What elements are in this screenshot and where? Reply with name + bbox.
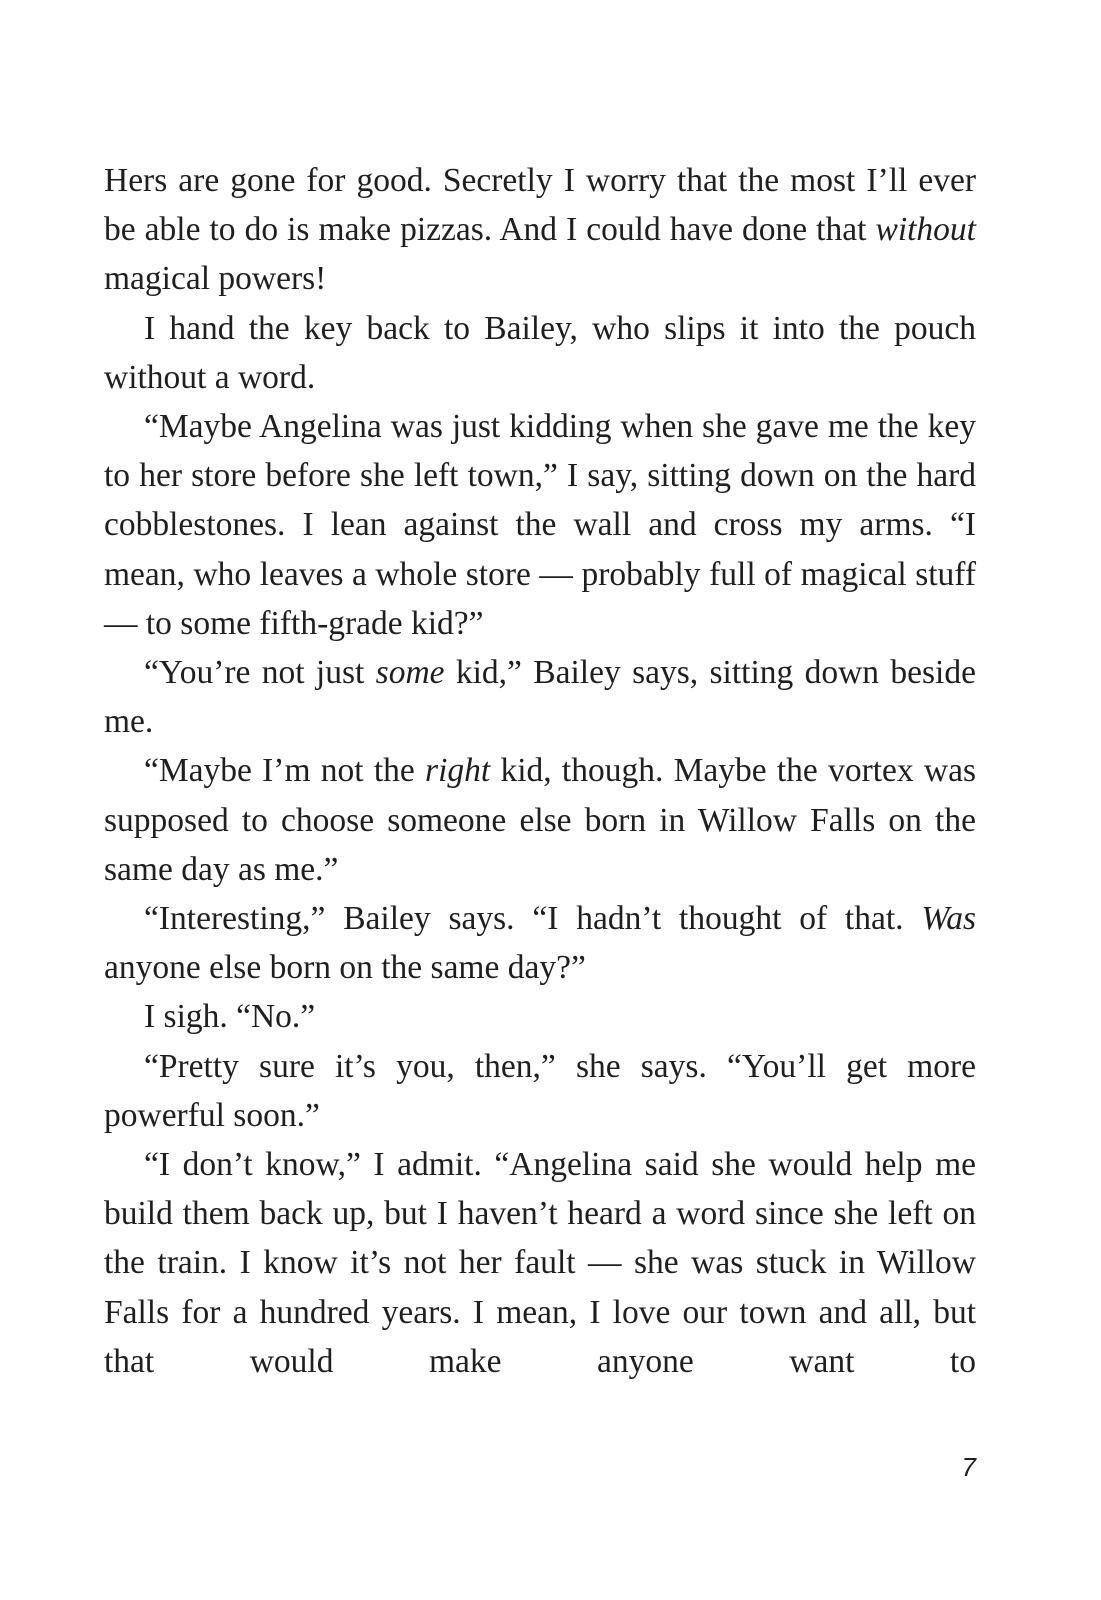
text-run: I sigh. “No.” [144,998,316,1036]
paragraph [104,894,976,992]
italic-text-run: without [875,211,976,249]
text-run: “Maybe I’m not the [144,752,426,790]
text-run: Hers are gone for good. Secretly I worry that the most I’ll ever be able to do is make pizzas. And I could have done that [104,162,976,249]
text-run: “I don’t know,” I admit. “Angelina said she would help me build them back up, but I haven’t heard a word since she left on the train. I know it’s not her fault — she was stuck in Willow Falls for a hundred years. I mean, I love our town and all, but that would make anyone want to [104,1146,976,1380]
page-number: 7 [961,1452,976,1482]
text-run: “Maybe Angelina was just kidding when she gave me the key to her store before she left town,” I say, sitting down on the hard cobblestones. I lean against the wall and cross my arms. “I mean, who leaves a whole store — probably full of magical stuff — to some fifth-grade kid?” [104,408,976,642]
paragraph [104,1140,976,1386]
paragraph [104,992,976,1041]
text-run: anyone else born on the same day?” [104,949,586,987]
paragraph [104,156,976,304]
body-text [104,156,976,1386]
italic-text-run: right [425,752,491,790]
text-run: magical powers! [104,260,327,298]
text-run: I hand the key back to Bailey, who slips it into the pouch without a word. [104,309,976,396]
text-run: kid, though. Maybe the vortex was supposed to choose someone else born in Willow Falls on the same day as me.” [104,752,977,888]
text-run: “Interesting,” Bailey says. “I hadn’t thought of that. [144,900,922,938]
paragraph [104,1042,976,1140]
text-run: “Pretty sure it’s you, then,” she says. “You’ll get more powerful soon.” [104,1047,976,1134]
text-run: “You’re not just [144,654,376,692]
italic-text-run: Was [921,900,976,938]
paragraph [104,648,976,746]
paragraph [104,304,976,402]
paragraph [104,746,976,894]
text-run: kid,” Bailey says, sitting down beside me. [104,654,976,741]
paragraph [104,402,976,648]
italic-text-run: some [375,654,445,692]
